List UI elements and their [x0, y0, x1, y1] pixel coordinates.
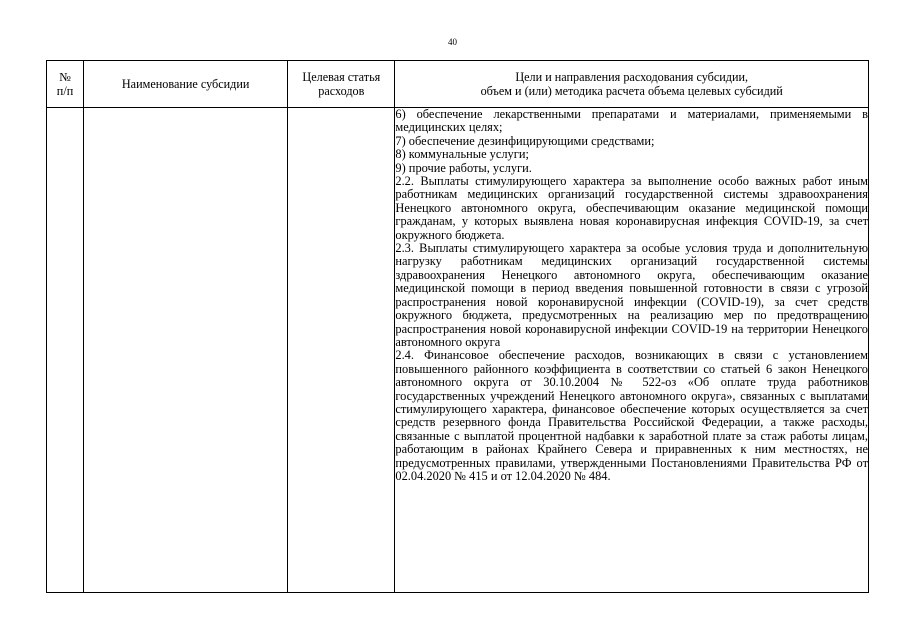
cell-target-article [288, 108, 395, 593]
paragraph-item-7: 7) обеспечение дезинфицирующими средствами; [395, 133, 655, 148]
header-purpose-line1: Цели и направления расходования субсидии, [515, 70, 749, 84]
header-purpose [395, 61, 869, 108]
header-number-line2: п/п [56, 84, 74, 98]
paragraph-item-9: 9) прочие работы, услуги. [395, 160, 532, 175]
subsidy-table [46, 60, 869, 593]
header-target-article-line2: расходов [318, 84, 365, 98]
paragraph-item-6: 6) обеспечение лекарственными препаратами и материалами, применяемыми в медицинских целях; [395, 107, 868, 135]
page-number: 40 [448, 37, 457, 47]
header-target-article [288, 61, 395, 108]
header-target-article-line1: Целевая статья [302, 70, 381, 84]
header-subsidy-name [84, 61, 288, 108]
header-subsidy-name-text: Наименование субсидии [121, 77, 250, 91]
cell-number [47, 108, 84, 593]
header-number [47, 61, 84, 108]
table-header-row [47, 61, 869, 108]
table-row [47, 108, 869, 593]
paragraph-section-2-2: 2.2. Выплаты стимулирующего характера за выполнение особо важных работ иным работникам медицинских организаций государственной системы здравоохранения Ненецкого автономного округа, обеспечивающим оказание медицинской помощи гражданам, у которых выявлена новая коронавирусная инфекция COVID-19, за счет окружного бюджета. [395, 174, 868, 242]
header-number-line1: № [59, 70, 71, 84]
paragraph-item-8: 8) коммунальные услуги; [395, 147, 529, 162]
cell-purpose [395, 108, 869, 593]
paragraph-section-2-4: 2.4. Финансовое обеспечение расходов, возникающих в связи с установлением повышенного районного коэффициента в соответствии со статьей 6 закон Ненецкого автономного округа от 30.10.2004 № 522-оз «Об оплате труда работников государственных учреждений Ненецкого автономного округа», связанных с выплатами стимулирующего характера, финансовое обеспечение которых осуществляется за счет средств резервного фонда Правительства Российской Федерации, а также расходы, связанные с выплатой процентной надбавки к заработной плате за стаж работы лицам, работающим в районах Крайнего Севера и приравненных к ним местностях, не предусмотренных правилами, утвержденными Постановлениями Правительства РФ от 02.04.2020 № 415 и от 12.04.2020 № 484. [395, 348, 868, 483]
cell-subsidy-name [84, 108, 288, 593]
paragraph-section-2-3: 2.3. Выплаты стимулирующего характера за особые условия труда и дополнительную нагрузку работникам медицинских организаций государственной системы здравоохранения Ненецкого автономного округа, обеспечивающим оказание медицинской помощи в период введения повышенной готовности в связи с угрозой распространения новой коронавирусной инфекции (COVID-19), за счет средств окружного бюджета, предусмотренных на реализацию мер по предотвращению распространения новой коронавирусной инфекции COVID-19 на территории Ненецкого автономного округа [395, 241, 868, 349]
header-purpose-line2: объем и (или) методика расчета объема целевых субсидий [480, 84, 783, 98]
